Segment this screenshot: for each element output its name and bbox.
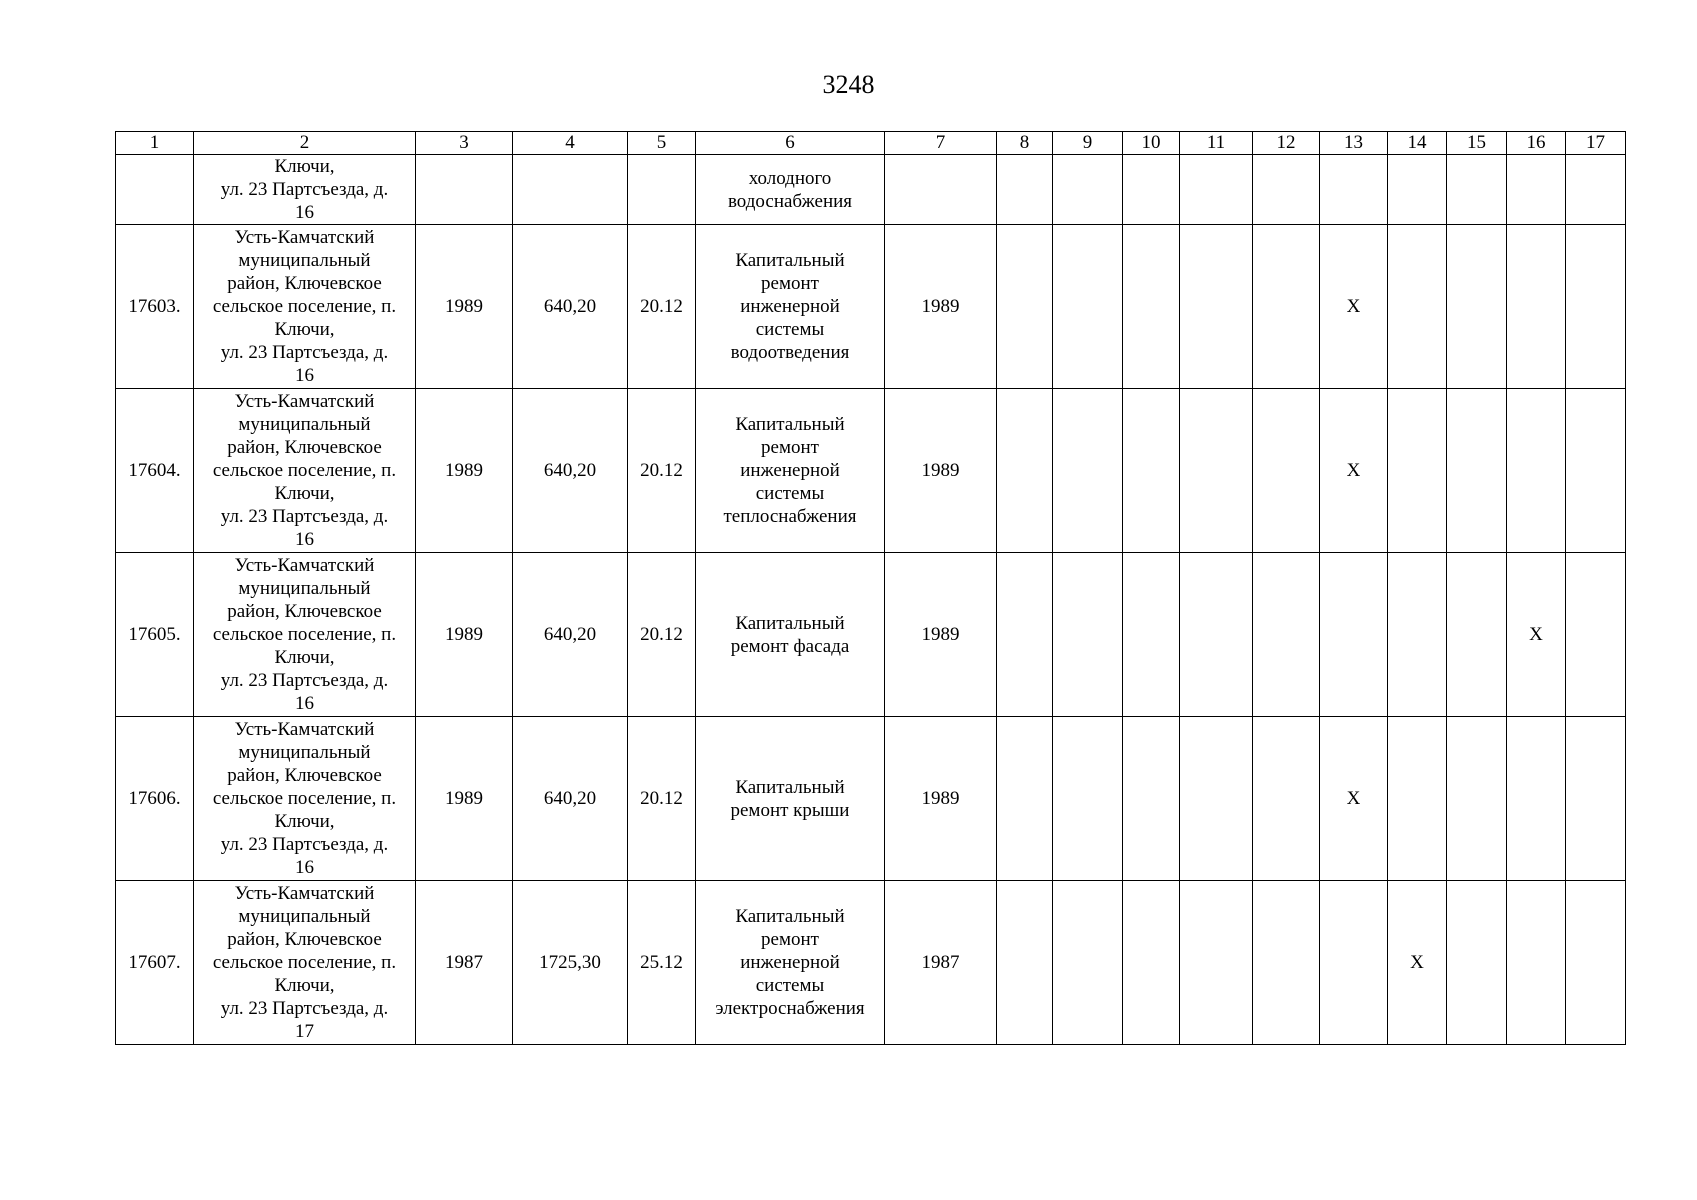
column-header-cell: 14 [1388,132,1447,155]
table-cell [1507,717,1566,881]
code-value: 20.12 [628,717,696,881]
table-cell [1180,717,1253,881]
work-type-line: Капитальный [735,906,845,927]
table-cell [116,155,194,225]
table-cell [1507,389,1566,553]
table-cell [1180,225,1253,389]
table-cell [1507,225,1566,389]
work-type-line: ремонт [761,273,819,294]
column-header-cell: 2 [194,132,416,155]
column-header-cell: 17 [1566,132,1626,155]
period-mark: X [1320,717,1388,881]
table-cell [1388,717,1447,881]
work-type-line: инженерной [740,296,840,317]
work-type-cell [696,389,885,553]
table-cell [1253,881,1320,1045]
work-type-line: электроснабжения [715,998,865,1019]
address-line: ул. 23 Партсъезда, д. [220,179,389,200]
area-value: 640,20 [513,225,628,389]
repair-year: 1987 [885,881,997,1045]
column-header-cell: 4 [513,132,628,155]
work-type-cell [696,553,885,717]
address-line: Усть-Камчатский [234,883,375,904]
table-cell [1320,881,1388,1045]
table-cell [1123,155,1180,225]
table-cell [628,155,696,225]
address-line: 16 [295,365,314,386]
repair-year: 1989 [885,225,997,389]
table-cell [1253,225,1320,389]
table-row [116,225,1626,389]
table-cell [1123,881,1180,1045]
table-cell [997,717,1053,881]
table-cell [1388,553,1447,717]
repair-schedule-table [115,131,1626,1045]
table-cell [1566,881,1626,1045]
table-cell [1180,881,1253,1045]
table-cell [1388,225,1447,389]
column-header-cell: 1 [116,132,194,155]
address-line: муниципальный [238,742,371,763]
table-cell [1566,155,1626,225]
table-cell [1180,389,1253,553]
address-line: 16 [295,857,314,878]
table-cell [1180,553,1253,717]
work-type-line: системы [755,483,825,504]
address-line: сельское поселение, п. [212,624,397,645]
address-line: сельское поселение, п. [212,952,397,973]
table-row [116,389,1626,553]
address-line: муниципальный [238,250,371,271]
repair-year: 1989 [885,717,997,881]
address-line: ул. 23 Партсъезда, д. [220,998,389,1019]
address-line: ул. 23 Партсъезда, д. [220,834,389,855]
work-type-line: ремонт крыши [730,799,850,821]
code-value: 25.12 [628,881,696,1045]
table-cell [997,225,1053,389]
address-line: Усть-Камчатский [234,227,375,248]
address-line: Ключи, [274,156,335,177]
column-header-cell: 7 [885,132,997,155]
column-number-header [116,132,1626,155]
period-mark: X [1388,881,1447,1045]
build-year: 1989 [416,389,513,553]
address-line: Усть-Камчатский [234,555,375,576]
work-type-cell [696,717,885,881]
period-mark: X [1320,225,1388,389]
table-cell [1053,389,1123,553]
address-line: ул. 23 Партсъезда, д. [220,506,389,527]
row-number: 17604. [116,389,194,553]
period-mark: X [1320,389,1388,553]
table-cell [1180,155,1253,225]
table-cell [194,155,416,225]
address-line: район, Ключевское [227,929,382,950]
table-cell [1053,225,1123,389]
column-header-cell: 9 [1053,132,1123,155]
address-line: Ключи, [274,319,335,340]
table-cell [1447,155,1507,225]
table-cell [1253,155,1320,225]
table-cell [513,155,628,225]
table-cell [1447,225,1507,389]
address-line: Ключи, [274,975,335,996]
address-line: сельское поселение, п. [212,460,397,481]
table-row [116,717,1626,881]
area-value: 1725,30 [513,881,628,1045]
work-type-line: Капитальный [735,612,845,634]
work-type-line: инженерной [740,460,840,481]
table-cell [1507,155,1566,225]
area-value: 640,20 [513,389,628,553]
work-type-line: ремонт [761,929,819,950]
repair-year: 1989 [885,553,997,717]
table-cell [1053,155,1123,225]
table-cell [1123,717,1180,881]
address-line: ул. 23 Партсъезда, д. [220,342,389,363]
work-type-line: инженерной [740,952,840,973]
row-number: 17603. [116,225,194,389]
row-number: 17606. [116,717,194,881]
table-cell [1053,717,1123,881]
address-line: Ключи, [274,483,335,504]
address-line: ул. 23 Партсъезда, д. [220,670,389,691]
table-cell [1320,553,1388,717]
code-value: 20.12 [628,225,696,389]
table-cell [885,155,997,225]
code-value: 20.12 [628,389,696,553]
period-mark: X [1507,553,1566,717]
address-cell [194,717,416,881]
work-type-line: теплоснабжения [723,506,857,527]
table-cell [1123,389,1180,553]
table-cell [1447,881,1507,1045]
column-header-cell: 6 [696,132,885,155]
column-header-cell: 16 [1507,132,1566,155]
address-line: Ключи, [274,647,335,668]
address-line: муниципальный [238,906,371,927]
column-header-cell: 11 [1180,132,1253,155]
table-body [116,132,1626,1045]
column-header-cell: 13 [1320,132,1388,155]
work-type-line: системы [755,319,825,340]
address-line: муниципальный [238,578,371,599]
table-row [116,881,1626,1045]
row-number: 17605. [116,553,194,717]
table-row [116,553,1626,717]
work-type-line: ремонт [761,437,819,458]
work-type-line: Капитальный [735,250,845,271]
table-cell [1253,389,1320,553]
build-year: 1989 [416,717,513,881]
work-type-cell [696,225,885,389]
area-value: 640,20 [513,717,628,881]
column-header-cell: 10 [1123,132,1180,155]
table-cell [1447,717,1507,881]
table-cell [1566,225,1626,389]
address-line: район, Ключевское [227,437,382,458]
address-line: 16 [295,529,314,550]
table-cell [1053,881,1123,1045]
area-value: 640,20 [513,553,628,717]
build-year: 1989 [416,225,513,389]
column-header-cell: 12 [1253,132,1320,155]
repair-year: 1989 [885,389,997,553]
column-header-cell: 15 [1447,132,1507,155]
address-line: район, Ключевское [227,765,382,786]
table-cell [1253,553,1320,717]
address-cell [194,225,416,389]
table-cell [1123,225,1180,389]
table-cell [1253,717,1320,881]
table-cell [1507,881,1566,1045]
work-type-line: ремонт фасада [730,635,850,657]
work-type-line: Капитальный [735,414,845,435]
address-line: муниципальный [238,414,371,435]
work-type-line: водоснабжения [727,190,853,212]
work-type-line: водоотведения [730,342,850,363]
work-type-cell [696,881,885,1045]
row-number: 17607. [116,881,194,1045]
address-cell [194,881,416,1045]
address-line: сельское поселение, п. [212,788,397,809]
table-cell [1447,553,1507,717]
table-cell [1566,389,1626,553]
table-cell [1320,155,1388,225]
table-cell [1053,553,1123,717]
address-line: 17 [295,1021,314,1042]
address-line: 16 [295,693,314,714]
table-cell [997,553,1053,717]
continued-row [116,155,1626,225]
table-cell [1123,553,1180,717]
build-year: 1989 [416,553,513,717]
column-header-cell: 8 [997,132,1053,155]
column-header-cell: 5 [628,132,696,155]
table-cell [1388,155,1447,225]
address-line: Ключи, [274,811,335,832]
table-cell [1388,389,1447,553]
table-cell [1447,389,1507,553]
table-cell [696,155,885,225]
address-line: 16 [295,202,314,223]
code-value: 20.12 [628,553,696,717]
work-type-line: Капитальный [735,776,845,798]
address-line: район, Ключевское [227,273,382,294]
table-cell [997,881,1053,1045]
address-line: Усть-Камчатский [234,391,375,412]
address-cell [194,389,416,553]
build-year: 1987 [416,881,513,1045]
table-cell [416,155,513,225]
table-cell [997,389,1053,553]
page-number: 3248 [822,70,875,99]
table-cell [1566,717,1626,881]
address-cell [194,553,416,717]
address-line: район, Ключевское [227,601,382,622]
address-line: сельское поселение, п. [212,296,397,317]
work-type-line: холодного [748,167,832,189]
table-cell [997,155,1053,225]
column-header-cell: 3 [416,132,513,155]
address-line: Усть-Камчатский [234,719,375,740]
work-type-line: системы [755,975,825,996]
table-cell [1566,553,1626,717]
